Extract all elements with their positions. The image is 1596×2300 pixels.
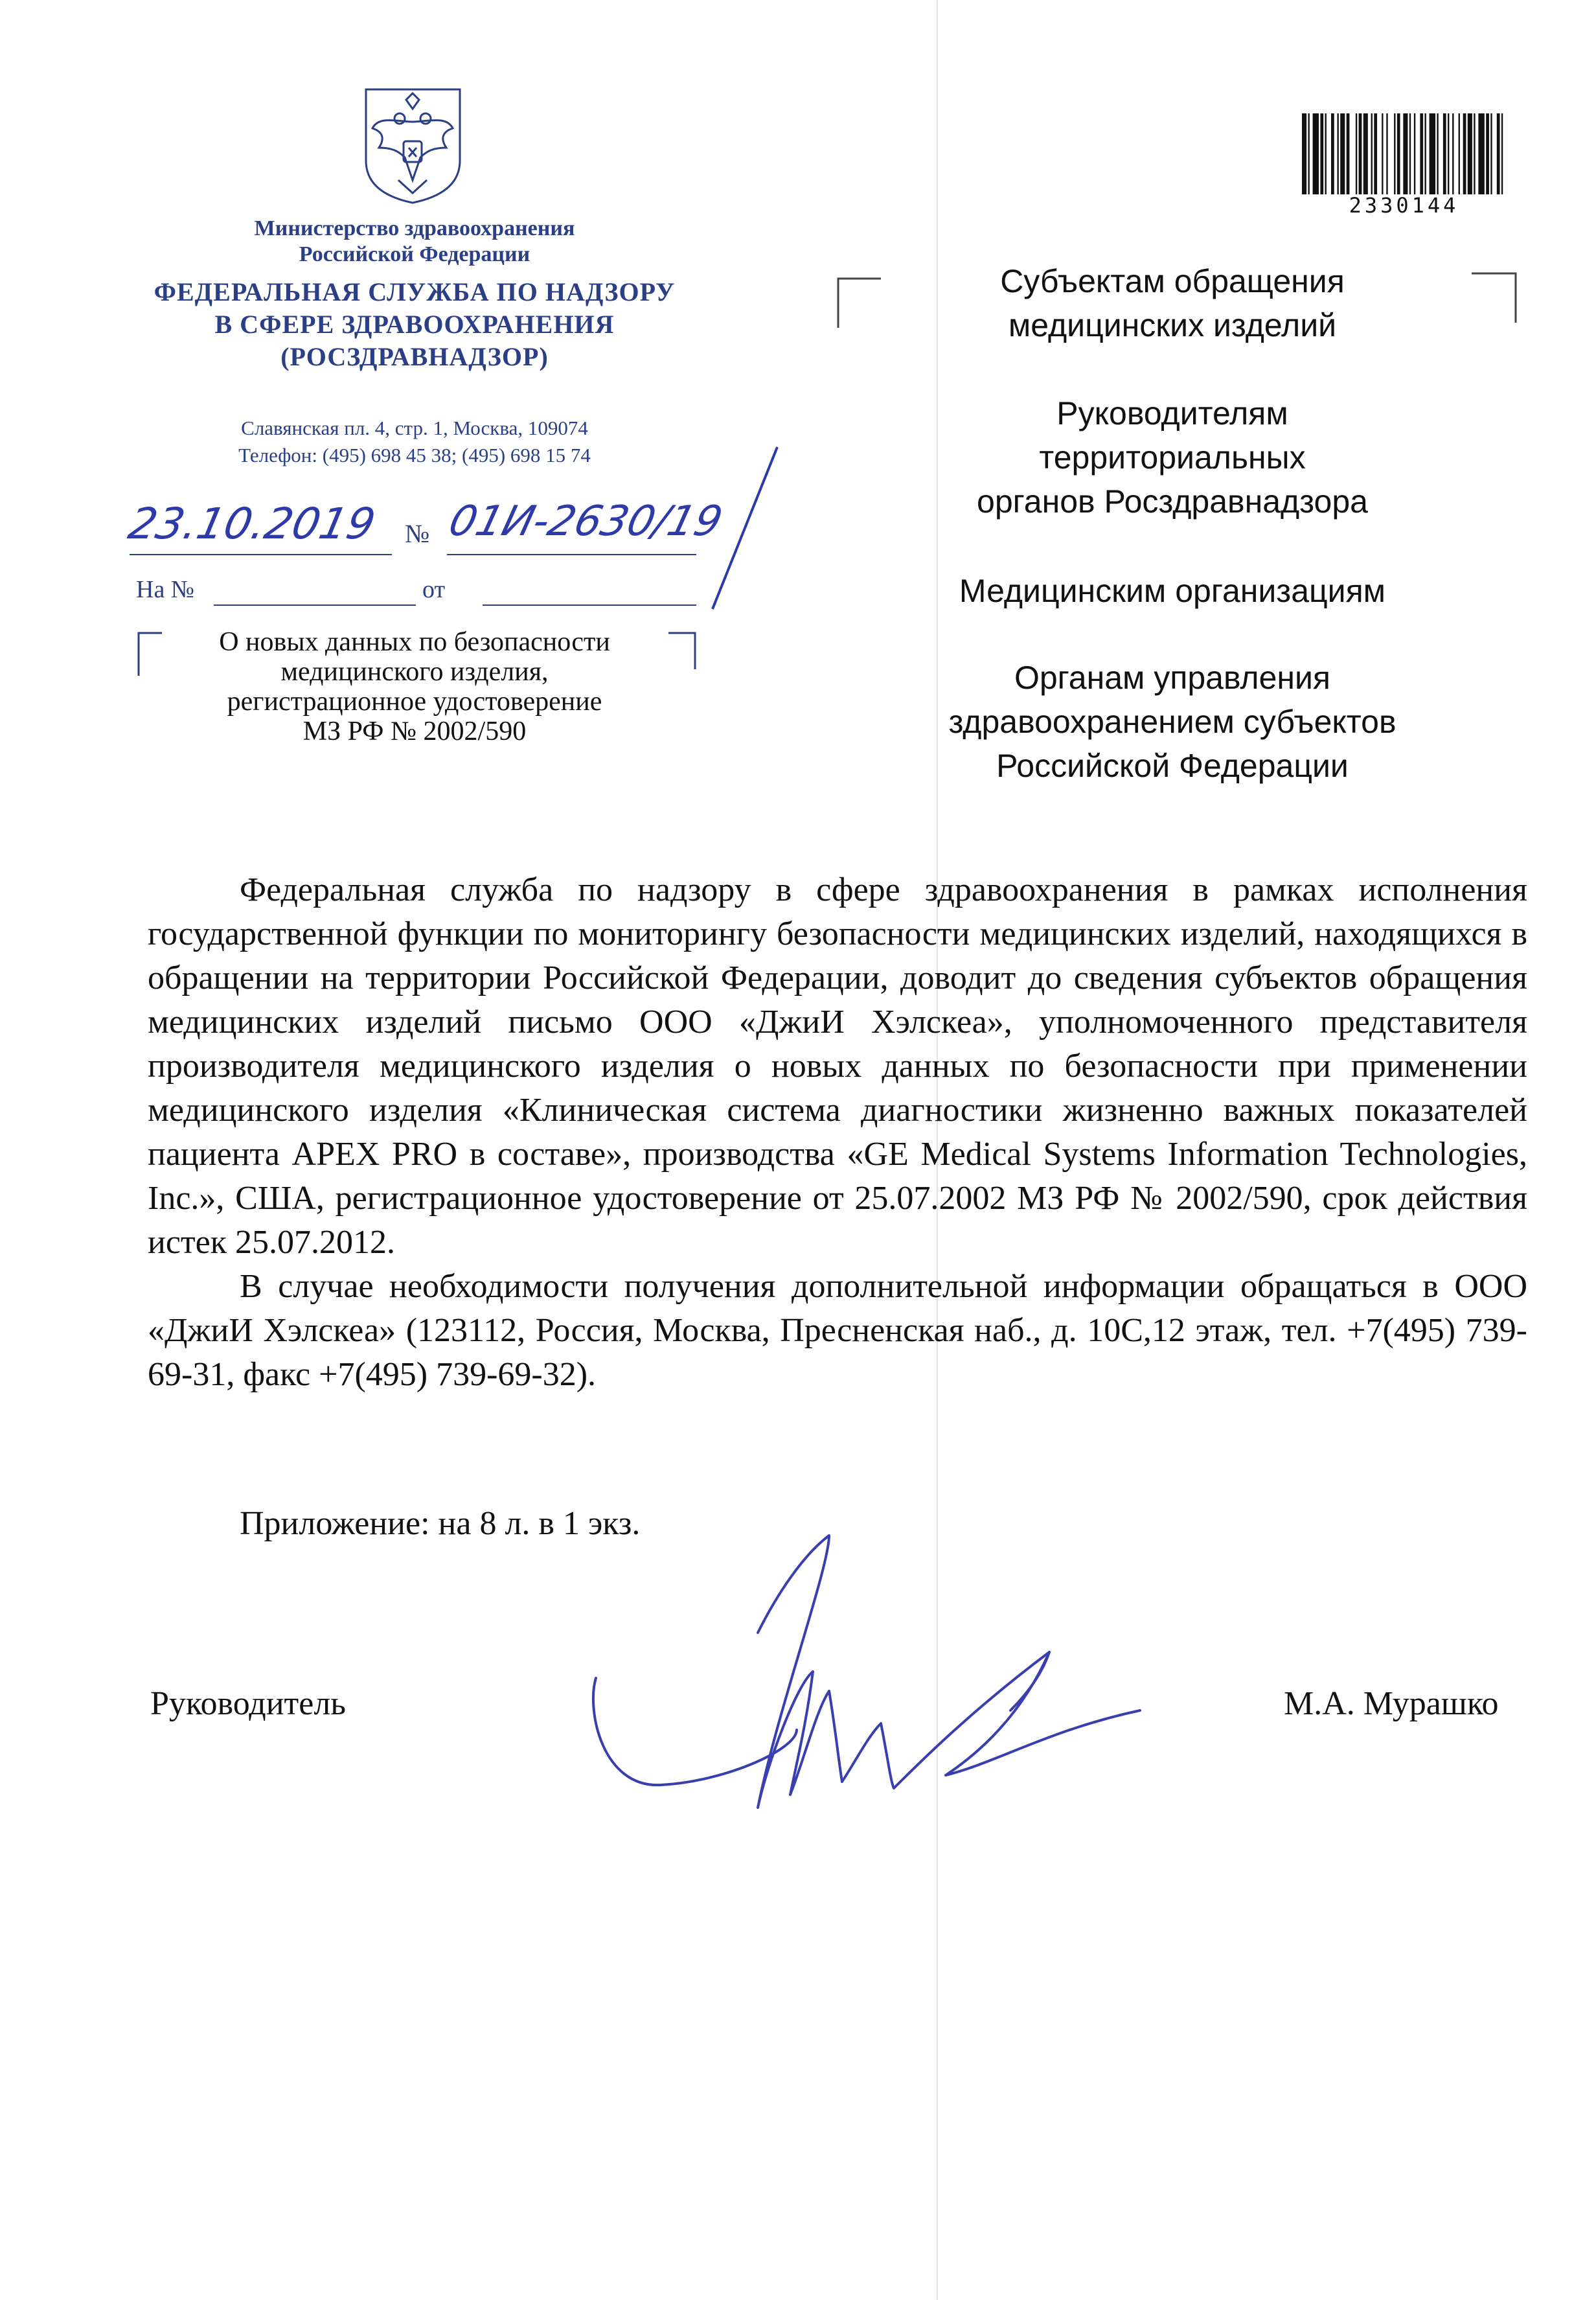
addressee-4-line-3: Российской Федерации <box>996 748 1349 784</box>
barcode-bar <box>1331 113 1334 194</box>
registration-date: 23.10.2019 <box>124 499 380 549</box>
signatory-title: Руководитель <box>150 1685 346 1722</box>
addressee-2-line-3: органов Росздравнадзора <box>977 483 1368 520</box>
addressee-1-line-2: медицинских изделий <box>1008 307 1337 343</box>
slash-stroke <box>700 441 784 615</box>
barcode-bar <box>1474 113 1475 194</box>
subject-line-4: МЗ РФ № 2002/590 <box>302 717 527 746</box>
ministry-line-1: Министерство здравоохранения <box>254 216 575 240</box>
coat-of-arms-emblem <box>353 83 473 206</box>
barcode-bar <box>1490 113 1492 194</box>
reply-number-line <box>214 604 416 606</box>
barcode-bar <box>1374 113 1377 194</box>
agency-line-2: В СФЕРЕ ЗДРАВООХРАНЕНИЯ <box>214 310 615 339</box>
barcode-bar <box>1448 113 1449 194</box>
barcode-bar <box>1501 113 1503 194</box>
barcode-bar <box>1443 113 1446 194</box>
addressee-3-line-1: Медицинским организациям <box>959 573 1386 609</box>
barcode-bar <box>1371 113 1373 194</box>
addressee-1-line-1: Субъектам обращения <box>1000 263 1345 299</box>
reply-label: На № <box>136 576 195 603</box>
barcode-bar <box>1478 113 1484 194</box>
barcode-bar <box>1414 113 1415 194</box>
subject-line-2: медицинского изделия, <box>280 657 549 687</box>
barcode-bar <box>1356 113 1357 194</box>
barcode-bar <box>1437 113 1438 194</box>
barcode-bar <box>1430 113 1435 194</box>
barcode-bar <box>1486 113 1489 194</box>
barcode-bar <box>1363 113 1368 194</box>
addressee-4-line-1: Органам управления <box>1014 660 1331 696</box>
attachment-note: Приложение: на 8 л. в 1 экз. <box>240 1505 641 1542</box>
addressee-3 <box>907 569 1438 613</box>
letter-body <box>148 868 1527 1397</box>
body-paragraph-1: Федеральная служба по надзору в сфере здравоохранения в рамках исполнения государственной функции по мониторингу безопасности медицинских изделий, находящихся в обращении на территории Российской Федерации, доводит до сведения субъектов обращения медицинских изделий письмо ООО «ДжиИ Хэлскеа», уполномоченного представителя производителя медицинского изделия о новых данных по безопасности при применении медицинского изделия «Клиническая система диагностики жизненно важных показателей пациента APEX PRO в составе», производства «GE Medical Systems Information Technologies, Inc.», США, регистрационное удостоверение от 25.07.2002 МЗ РФ № 2002/590, срок действия истек 25.07.2012. <box>148 871 1527 1261</box>
barcode-bar <box>1340 113 1345 194</box>
reply-date-line <box>483 604 696 606</box>
addressee-2-line-1: Руководителям <box>1056 395 1288 431</box>
barcode-bar <box>1452 113 1454 194</box>
barcode-bar <box>1359 113 1362 194</box>
barcode-bar <box>1424 113 1426 194</box>
addressee-corner-right <box>1470 272 1517 324</box>
ministry-name <box>149 216 680 268</box>
barcode <box>1302 113 1506 194</box>
agency-address <box>149 415 680 469</box>
addressee-1 <box>907 259 1438 347</box>
barcode-bar <box>1394 113 1395 194</box>
addressee-2 <box>907 391 1438 523</box>
barcode-bar <box>1382 113 1383 194</box>
agency-line-3: (РОСЗДРАВНАДЗОР) <box>280 342 549 371</box>
barcode-bar <box>1347 113 1350 194</box>
number-underline <box>447 554 696 555</box>
barcode-bar <box>1463 113 1466 194</box>
barcode-bar <box>1302 113 1306 194</box>
barcode-bar <box>1468 113 1472 194</box>
barcode-bar <box>1497 113 1500 194</box>
barcode-bar <box>1386 113 1387 194</box>
addressee-4 <box>907 656 1438 788</box>
barcode-bar <box>1320 113 1323 194</box>
barcode-bar <box>1403 113 1408 194</box>
barcode-bar <box>1397 113 1400 194</box>
letter-subject <box>139 627 690 746</box>
phone-line: Телефон: (495) 698 45 38; (495) 698 15 74 <box>238 444 591 466</box>
date-underline <box>130 554 392 555</box>
number-sign: № <box>405 519 430 548</box>
barcode-bar <box>1337 113 1338 194</box>
ministry-line-2: Российской Федерации <box>299 242 530 266</box>
barcode-bar <box>1313 113 1319 194</box>
barcode-bar <box>1308 113 1309 194</box>
address-line: Славянская пл. 4, стр. 1, Москва, 109074 <box>241 417 588 439</box>
barcode-bar <box>1420 113 1423 194</box>
addressee-corner-left <box>837 277 882 329</box>
barcode-bar <box>1325 113 1327 194</box>
reply-from-label: от <box>422 576 446 603</box>
addressee-4-line-2: здравоохранением субъектов <box>948 704 1396 740</box>
subject-line-1: О новых данных по безопасности <box>219 627 610 657</box>
barcode-bar <box>1409 113 1411 194</box>
subject-line-3: регистрационное удостоверение <box>227 687 602 717</box>
body-paragraph-2: В случае необходимости получения дополнительной информации обращаться в ООО «ДжиИ Хэлскеа» (123112, Россия, Москва, Пресненская наб., д. 10С,12 этаж, тел. +7(495) 739-69-31, факс +7(495) 739-69-32). <box>148 1268 1527 1393</box>
addressee-2-line-2: территориальных <box>1039 439 1306 476</box>
barcode-number: 2330144 <box>1349 193 1459 218</box>
signatory-name: М.А. Мурашко <box>1284 1685 1499 1722</box>
barcode-bar <box>1459 113 1460 194</box>
registration-number: 01И-2630/19 <box>444 498 727 546</box>
handwritten-signature <box>583 1516 1153 1827</box>
agency-line-1: ФЕДЕРАЛЬНАЯ СЛУЖБА ПО НАДЗОРУ <box>154 277 676 306</box>
agency-name <box>97 276 732 373</box>
